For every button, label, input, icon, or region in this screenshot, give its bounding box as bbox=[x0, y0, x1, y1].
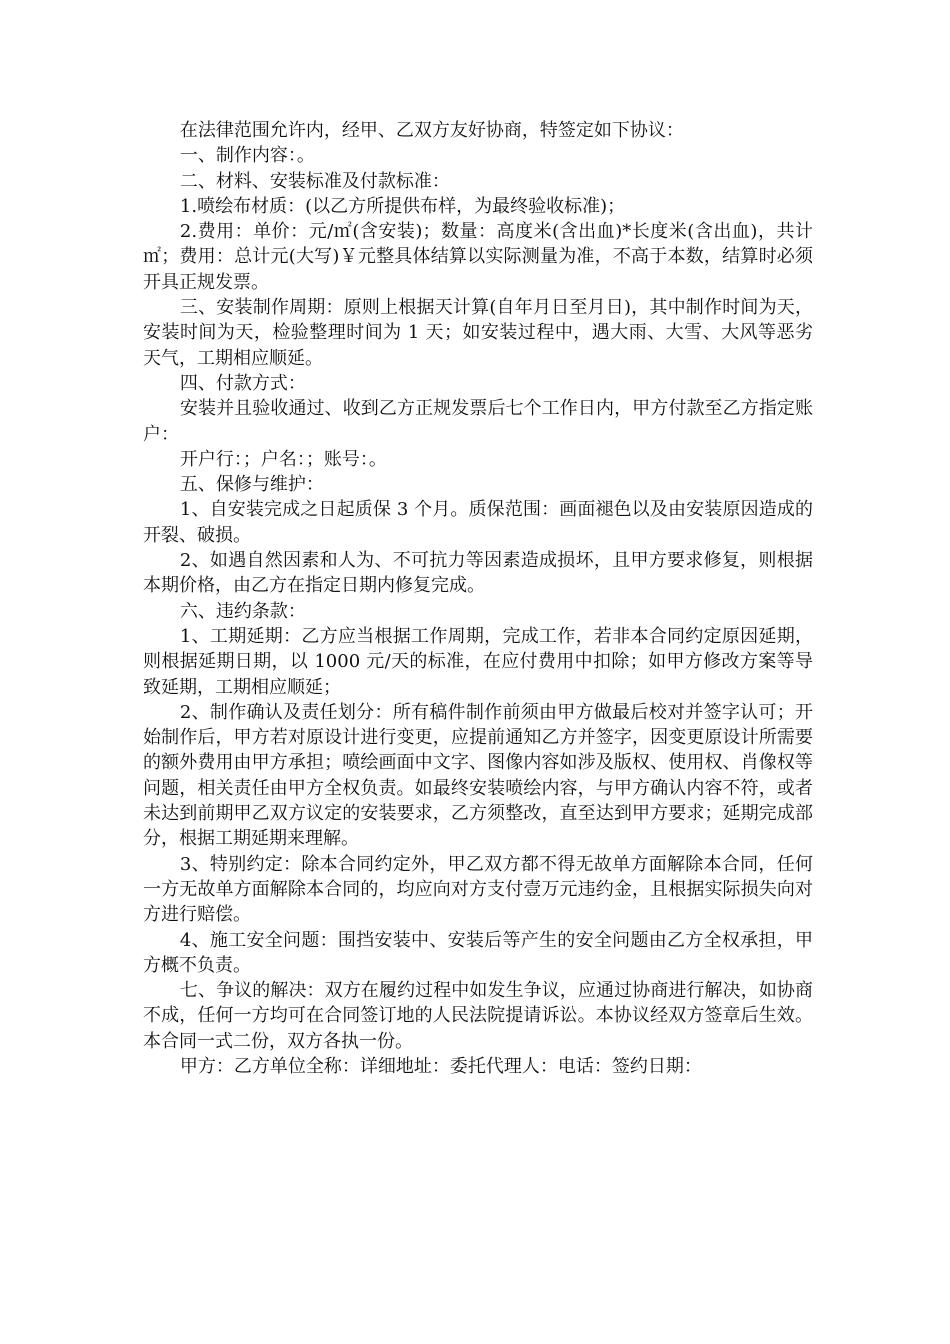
signature-line: 甲方：乙方单位全称：详细地址：委托代理人：电话：签约日期： bbox=[179, 1055, 702, 1077]
section-2-heading: 二、材料、安装标准及付款标准： bbox=[179, 170, 450, 192]
section-3-paragraph: 三、安装制作周期：原则上根据天计算(自年月日至月日)，其中制作时间为天，安装时间为天，检验整理时间为 1 天；如安装过程中，遇大雨、大雪、大风等恶劣天气，工期相应顺延。 bbox=[143, 297, 813, 369]
section-5-heading: 五、保修与维护： bbox=[179, 474, 324, 496]
bank-account-line: 开户行：；户名：；账号：。 bbox=[179, 448, 387, 470]
section-4-heading: 四、付款方式： bbox=[179, 372, 306, 394]
section-6-heading: 六、违约条款： bbox=[179, 600, 306, 622]
intro-paragraph: 在法律范围允许内，经甲、乙双方友好协商，特签定如下协议： bbox=[179, 120, 684, 141]
fee-clause: 2.费用：单价：元/㎡(含安装)；数量：高度米(含出血)*长度米(含出血)，共计㎡；费用：总计元(大写)￥元整具体结算以实际测量为准，不高于本数，结算时必须开具正规发票。 bbox=[143, 221, 813, 293]
warranty-clause-2: 2、如遇自然因素和人为、不可抗力等因素造成损坏，且甲方要求修复，则根据本期价格，由乙方在指定日期内修复完成。 bbox=[143, 550, 813, 597]
breach-clause-4: 4、施工安全问题：围挡安装中、安装后等产生的安全问题由乙方全权承担，甲方概不负责。 bbox=[143, 929, 813, 976]
breach-clause-3: 3、特别约定：除本合同约定外，甲乙双方都不得无故单方面解除本合同，任何一方无故单方面解除本合同的，均应向对方支付壹万元违约金，且根据实际损失向对方进行赔偿。 bbox=[143, 853, 813, 926]
payment-clause: 安装并且验收通过、收到乙方正规发票后七个工作日内，甲方付款至乙方指定账户： bbox=[143, 398, 813, 445]
material-clause: 1.喷绘布材质：(以乙方所提供布样，为最终验收标准)； bbox=[179, 195, 626, 217]
document-page bbox=[143, 118, 813, 1079]
warranty-clause-1: 1、自安装完成之日起质保 3 个月。质保范围：画面褪色以及由安装原因造成的开裂、破损。 bbox=[143, 499, 813, 546]
section-7-paragraph: 七、争议的解决：双方在履约过程中如发生争议，应通过协商进行解决，如协商不成，任何一方均可在合同签订地的人民法院提请诉讼。本协议经双方签章后生效。本合同一式二份，双方各执一份。 bbox=[143, 980, 813, 1052]
breach-clause-1: 1、工期延期：乙方应当根据工作周期，完成工作，若非本合同约定原因延期，则根据延期日期，以 1000 元/天的标准，在应付费用中扣除；如甲方修改方案等导致延期，工期相应顺延； bbox=[143, 625, 813, 698]
section-1-heading: 一、制作内容：。 bbox=[179, 145, 315, 167]
breach-clause-2: 2、制作确认及责任划分：所有稿件制作前须由甲方做最后校对并签字认可；开始制作后，甲方若对原设计进行变更，应提前通知乙方并签字，因变更原设计所需要的额外费用由甲方承担；喷绘画面中文字、图像内容如涉及版权、使用权、肖像权等问题，相关责任由甲方全权负责。如最终安装喷绘内容，与甲方确认内容不符，或者未达到前期甲乙双方议定的安装要求，乙方须整改，直至达到甲方要求；延期完成部分，根据工期延期来理解。 bbox=[143, 701, 813, 850]
